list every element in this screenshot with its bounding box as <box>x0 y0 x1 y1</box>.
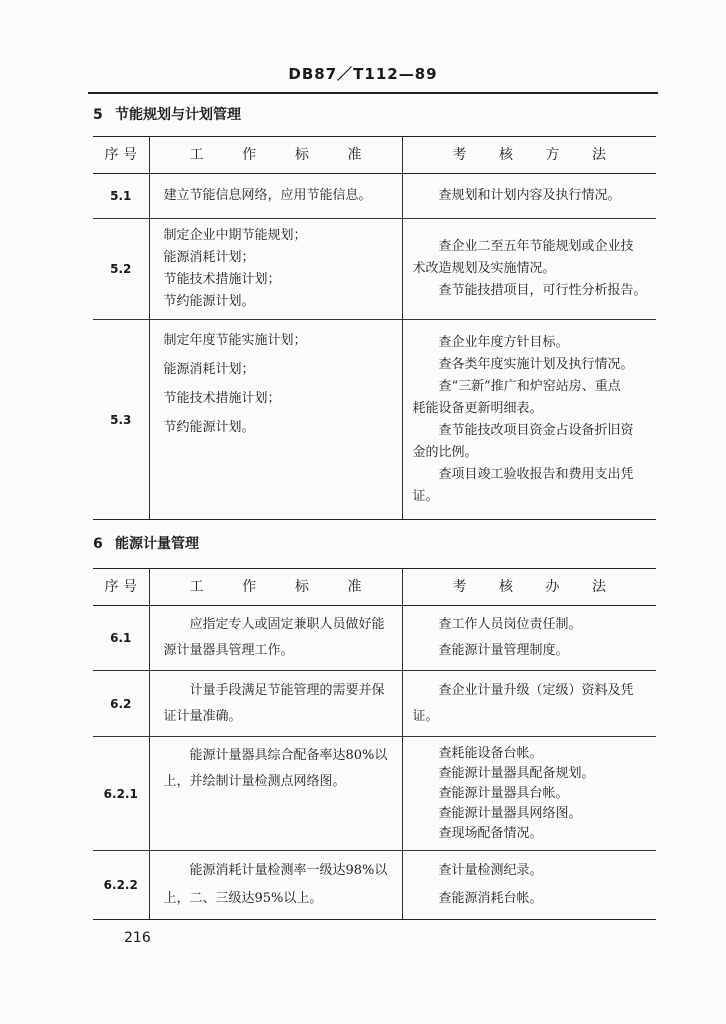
page-number: 216 <box>124 930 151 946</box>
table-row: 6.2.2 能源消耗计量检测率一级达98%以 上，二、三级达95%以上。 查计量检测纪录。 查能源消耗台帐。 <box>93 851 656 920</box>
row-id: 5.3 <box>93 320 149 520</box>
table-row: 5.3 制定年度节能实施计划； 能源消耗计划； 节能技术措施计划； 节约能源计划。 查企业年度方针目标。 查各类年度实施计划及执行情况。 查“三新”推广和炉窑站房、重点 耗能设备更新明细表。 查节能技改项目资金占设备折旧资 金的比例。 查项目竣工验收报告和费用支出凭 证。 <box>93 320 656 520</box>
section-6-title <box>93 533 199 553</box>
row-id: 6.2 <box>93 671 149 737</box>
table-row: 6.1 应指定专人或固定兼职人员做好能 源计量器具管理工作。 查工作人员岗位责任制。 查能源计量管理制度。 <box>93 606 656 671</box>
section-5-heading: 节能规划与计划管理 <box>115 107 241 123</box>
column-header-seq: 序 号 <box>93 137 149 174</box>
column-header-standard: 工 作 标 准 <box>149 137 402 174</box>
section-5-number: 5 <box>93 107 103 123</box>
table-row: 6.2.1 能源计量器具综合配备率达80%以 上，并绘制计量检测点网络图。 查耗能设备台帐。 查能源计量器具配备规划。 查能源计量器具台帐。 查能源计量器具网络图。 查现场配备情况。 <box>93 737 656 851</box>
row-id: 5.2 <box>93 219 149 320</box>
column-header-standard: 工 作 标 准 <box>149 569 402 606</box>
table-row: 6.2 计量手段满足节能管理的需要并保 证计量准确。 查企业计量升级（定级）资料及凭 证。 <box>93 671 656 737</box>
table-row: 5.1 建立节能信息网络，应用节能信息。 查规划和计划内容及执行情况。 <box>93 174 656 219</box>
section-6-heading: 能源计量管理 <box>115 536 199 552</box>
column-header-method: 考 核 办 法 <box>402 569 656 606</box>
column-header-seq: 序 号 <box>93 569 149 606</box>
document-code: DB87／T112—89 <box>288 65 438 83</box>
section-5-table <box>93 136 656 520</box>
section-6-table <box>93 568 656 920</box>
row-id: 5.1 <box>93 174 149 219</box>
row-id: 6.2.1 <box>93 737 149 851</box>
section-5-title <box>93 104 241 124</box>
section-6-number: 6 <box>93 536 103 552</box>
column-header-method: 考 核 方 法 <box>402 137 656 174</box>
header-rule <box>88 92 658 94</box>
row-id: 6.2.2 <box>93 851 149 920</box>
row-id: 6.1 <box>93 606 149 671</box>
table-row: 5.2 制定企业中期节能规划； 能源消耗计划； 节能技术措施计划； 节约能源计划。 查企业二至五年节能规划或企业技 术改造规划及实施情况。 查节能技措项目，可行性分析报告。 <box>93 219 656 320</box>
